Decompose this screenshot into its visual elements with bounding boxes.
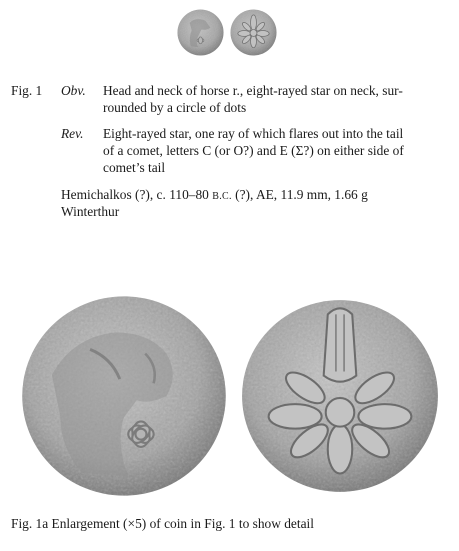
reverse-description-line2: of a comet, letters Ϲ (or O?) and E (Σ?) on either side of (103, 143, 404, 158)
coin-collection: Winterthur (61, 204, 120, 219)
obverse-label: Obv. (61, 83, 86, 98)
reverse-label: Rev. (61, 126, 84, 141)
coin-details-part1: Hemichalkos (?), c. 110–80 (61, 187, 213, 202)
fig1-label: Fig. 1 (11, 83, 43, 98)
obverse-description-line1: Head and neck of horse r., eight-rayed star on neck, sur- (103, 83, 403, 98)
coin-details-era: B.C. (212, 191, 232, 202)
coin-details-part2: (?), AE, 11.9 mm, 1.66 g (231, 187, 368, 202)
reverse-description-line1: Eight-rayed star, one ray of which flares out into the tail (103, 126, 404, 141)
coin-obverse-small (176, 8, 225, 57)
reverse-description-line3: comet’s tail (103, 160, 166, 175)
fig1a-caption: Fig. 1a Enlargement (×5) of coin in Fig. 1 to show detail (11, 516, 314, 531)
coin-reverse-small (229, 8, 278, 57)
obverse-description-line2: rounded by a circle of dots (103, 100, 247, 115)
coin-reverse-large (238, 290, 442, 502)
coin-obverse-large (18, 290, 230, 502)
